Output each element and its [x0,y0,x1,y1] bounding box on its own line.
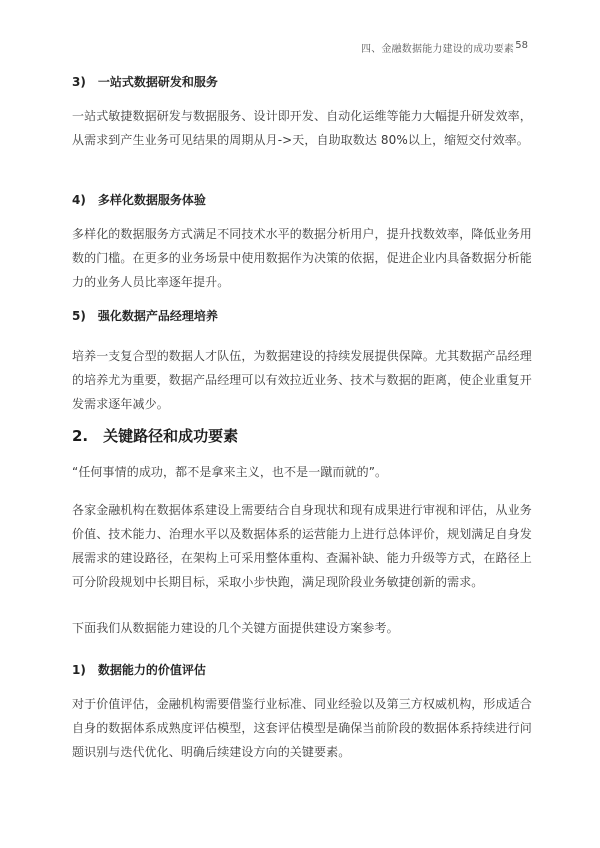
section-heading: 2. 关键路径和成功要素 [72,427,239,445]
subsection-text-3: 一站式敏捷数据研发与数据服务、设计即开发、自动化运维等能力大幅提升研发效率，从需求到产生业务可见结果的周期从月->天，自助取数达 80%以上，缩短交付效率。 [72,109,532,147]
page-number: 58 [515,40,528,51]
intro-text: 下面我们从数据能力建设的几个关键方面提供建设方案参考。 [72,621,399,635]
subsection-heading-3: 3) 一站式数据研发和服务 [72,75,218,89]
subsection-heading-1: 1) 数据能力的价值评估 [72,663,206,677]
running-header-title: 四、金融数据能力建设的成功要素 [361,44,514,55]
subsection-text-4: 多样化的数据服务方式满足不同技术水平的数据分析用户，提升找数效率，降低业务用数的门槛。在更多的业务场景中使用数据作为决策的依据，促进企业内具备数据分析能力的业务人员比率逐年提升。 [72,227,532,289]
quote-text: “任何事情的成功，都不是拿来主义，也不是一蹴而就的”。 [72,465,388,479]
section-body-text: 各家金融机构在数据体系建设上需要结合自身现状和现有成果进行审视和评估，从业务价值、技术能力、治理水平以及数据体系的运营能力上进行总体评价，规划满足自身发展需求的建设路径，在架构上可采用整体重构、查漏补缺、能力升级等方式，在路径上可分阶段规划中长期目标，采取小步快跑，满足现阶段业务敏捷创新的需求。 [72,503,532,589]
subsection-heading-5: 5) 强化数据产品经理培养 [72,309,218,323]
subsection-text-5: 培养一支复合型的数据人才队伍，为数据建设的持续发展提供保障。尤其数据产品经理的培养尤为重要，数据产品经理可以有效拉近业务、技术与数据的距离，使企业重复开发需求逐年减少。 [72,349,532,411]
subsection-heading-4: 4) 多样化数据服务体验 [72,193,206,207]
subsection-text-1: 对于价值评估，金融机构需要借鉴行业标准、同业经验以及第三方权威机构，形成适合自身的数据体系成熟度评估模型，这套评估模型是确保当前阶段的数据体系持续进行问题识别与迭代优化、明确后续建设方向的关键要素。 [72,697,532,759]
